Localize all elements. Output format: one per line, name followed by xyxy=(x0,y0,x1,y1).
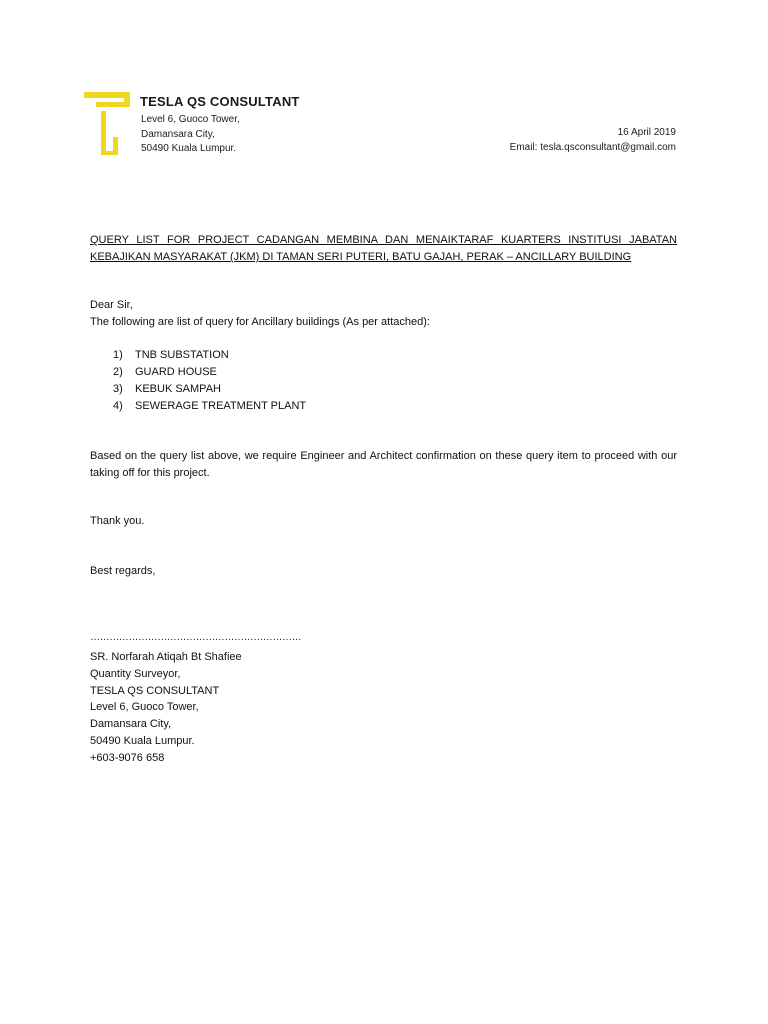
list-item xyxy=(90,381,306,398)
list-item xyxy=(90,347,306,364)
list-label: KEBUK SAMPAH xyxy=(135,383,221,395)
signature-block xyxy=(90,649,242,767)
query-list xyxy=(90,347,306,415)
list-number: 2) xyxy=(113,366,123,378)
date-and-email xyxy=(510,125,676,155)
list-number: 4) xyxy=(113,400,123,412)
letter-date: 16 April 2019 xyxy=(617,127,676,138)
subject-line: QUERY LIST FOR PROJECT CADANGAN MEMBINA DAN MENAIKTARAF KUARTERS INSTITUSI JABATAN KEBAJIKAN MASYARAKAT (JKM) DI TAMAN SERI PUTERI, BATU GAJAH, PERAK – ANCILLARY BUILDING xyxy=(90,234,677,263)
list-label: TNB SUBSTATION xyxy=(135,349,229,361)
list-item xyxy=(90,364,306,381)
thanks-line: Thank you. xyxy=(90,515,145,527)
signer-phone: +603-9076 658 xyxy=(90,751,165,764)
signer-address-line: Level 6, Guoco Tower, xyxy=(90,701,199,714)
email-address: Email: tesla.qsconsultant@gmail.com xyxy=(509,142,676,153)
list-label: SEWERAGE TREATMENT PLANT xyxy=(135,400,307,412)
list-number: 1) xyxy=(113,349,123,361)
body-paragraph: Based on the query list above, we require Engineer and Architect confirmation on these query item to proceed with our taking off for this project. xyxy=(90,450,677,479)
greeting: Dear Sir, xyxy=(90,299,133,311)
address-line: Damansara City, xyxy=(141,128,215,140)
salutation-block xyxy=(90,297,430,331)
company-name: TESLA QS CONSULTANT xyxy=(140,94,300,109)
list-item xyxy=(90,398,306,415)
signer-company: TESLA QS CONSULTANT xyxy=(90,684,220,697)
list-label: GUARD HOUSE xyxy=(135,366,217,378)
signer-address-line: 50490 Kuala Lumpur. xyxy=(90,734,195,747)
list-number: 3) xyxy=(113,383,123,395)
company-logo xyxy=(84,92,132,158)
closing-line: Best regards, xyxy=(90,565,156,577)
sender-address xyxy=(141,113,240,157)
address-line: Level 6, Guoco Tower, xyxy=(141,114,240,125)
signer-name: SR. Norfarah Atiqah Bt Shafiee xyxy=(90,651,242,663)
signer-address-line: Damansara City, xyxy=(90,718,172,731)
signature-dotted-line: ………………………………………………………… xyxy=(90,632,302,643)
address-line: 50490 Kuala Lumpur. xyxy=(141,143,237,154)
intro-text: The following are list of query for Ancillary buildings (As per attached): xyxy=(90,316,430,328)
signer-title: Quantity Surveyor, xyxy=(90,667,181,680)
